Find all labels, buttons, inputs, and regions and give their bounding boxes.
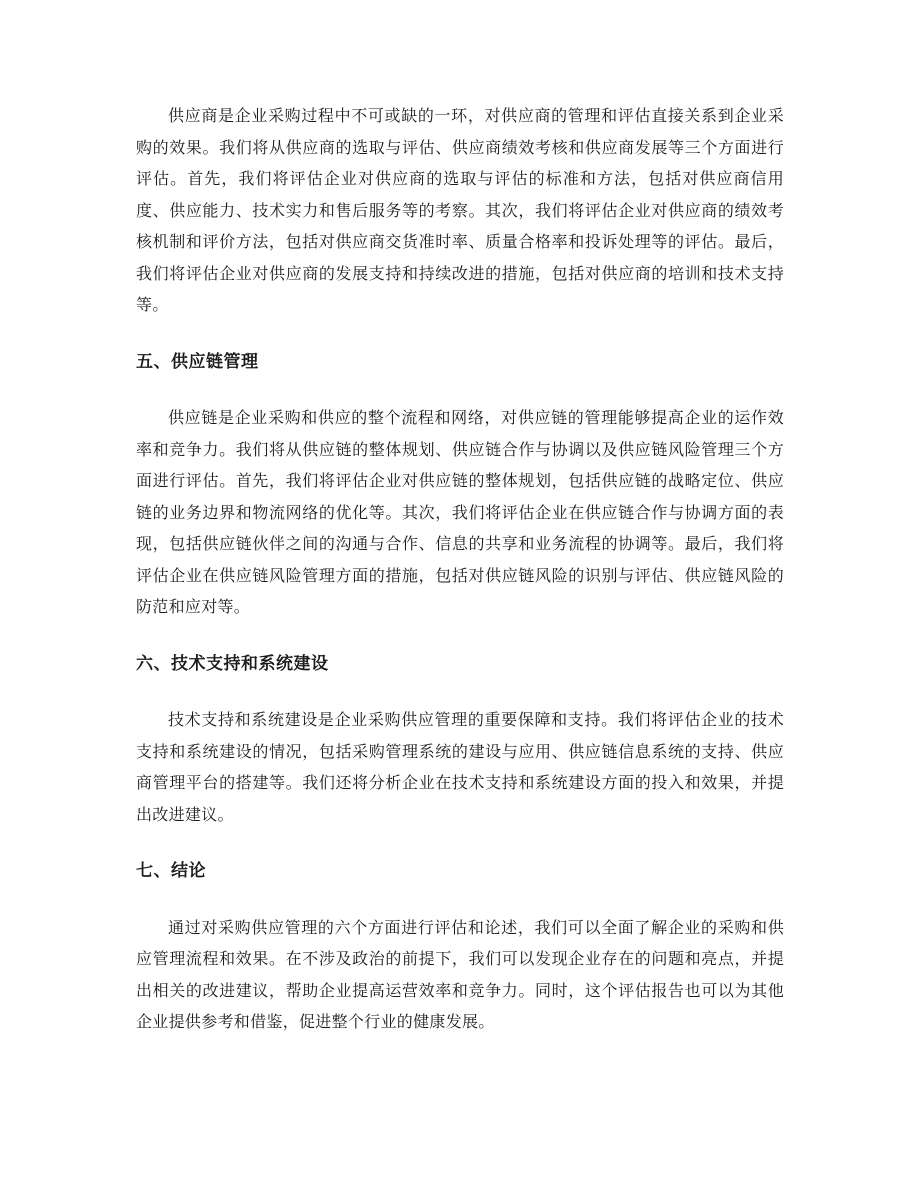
document-page xyxy=(136,100,784,1038)
section-heading-tech-support: 六、技术支持和系统建设 xyxy=(136,653,329,674)
section-paragraph-supply-chain: 供应链是企业采购和供应的整个流程和网络，对供应链的管理能够提高企业的运作效率和竞争力。我们将从供应链的整体规划、供应链合作与协调以及供应链风险管理三个方面进行评估。首先，我们将评估企业对供应链的整体规划，包括供应链的战略定位、供应链的业务边界和物流网络的优化等。其次，我们将评估企业在供应链合作与协调方面的表现，包括供应链伙伴之间的沟通与合作、信息的共享和业务流程的协调等。最后，我们将评估企业在供应链风险管理方面的措施，包括对供应链风险的识别与评估、供应链风险的防范和应对等。 xyxy=(136,408,784,616)
section-paragraph-conclusion: 通过对采购供应管理的六个方面进行评估和论述，我们可以全面了解企业的采购和供应管理流程和效果。在不涉及政治的前提下，我们可以发现企业存在的问题和亮点，并提出相关的改进建议，帮助企业提高运营效率和竞争力。同时，这个评估报告也可以为其他企业提供参考和借鉴，促进整个行业的健康发展。 xyxy=(136,917,784,1031)
intro-paragraph: 供应商是企业采购过程中不可或缺的一环，对供应商的管理和评估直接关系到企业采购的效果。我们将从供应商的选取与评估、供应商绩效考核和供应商发展等三个方面进行评估。首先，我们将评估企业对供应商的选取与评估的标准和方法，包括对供应商信用度、供应能力、技术实力和售后服务等的考察。其次，我们将评估企业对供应商的绩效考核机制和评价方法，包括对供应商交货准时率、质量合格率和投诉处理等的评估。最后，我们将评估企业对供应商的发展支持和持续改进的措施，包括对供应商的培训和技术支持等。 xyxy=(136,106,784,314)
section-heading-supply-chain: 五、供应链管理 xyxy=(136,351,259,372)
section-heading-conclusion: 七、结论 xyxy=(136,861,206,881)
section-paragraph-tech-support: 技术支持和系统建设是企业采购供应管理的重要保障和支持。我们将评估企业的技术支持和系统建设的情况，包括采购管理系统的建设与应用、供应链信息系统的支持、供应商管理平台的搭建等。我们还将分析企业在技术支持和系统建设方面的投入和效果，并提出改进建议。 xyxy=(136,710,784,824)
